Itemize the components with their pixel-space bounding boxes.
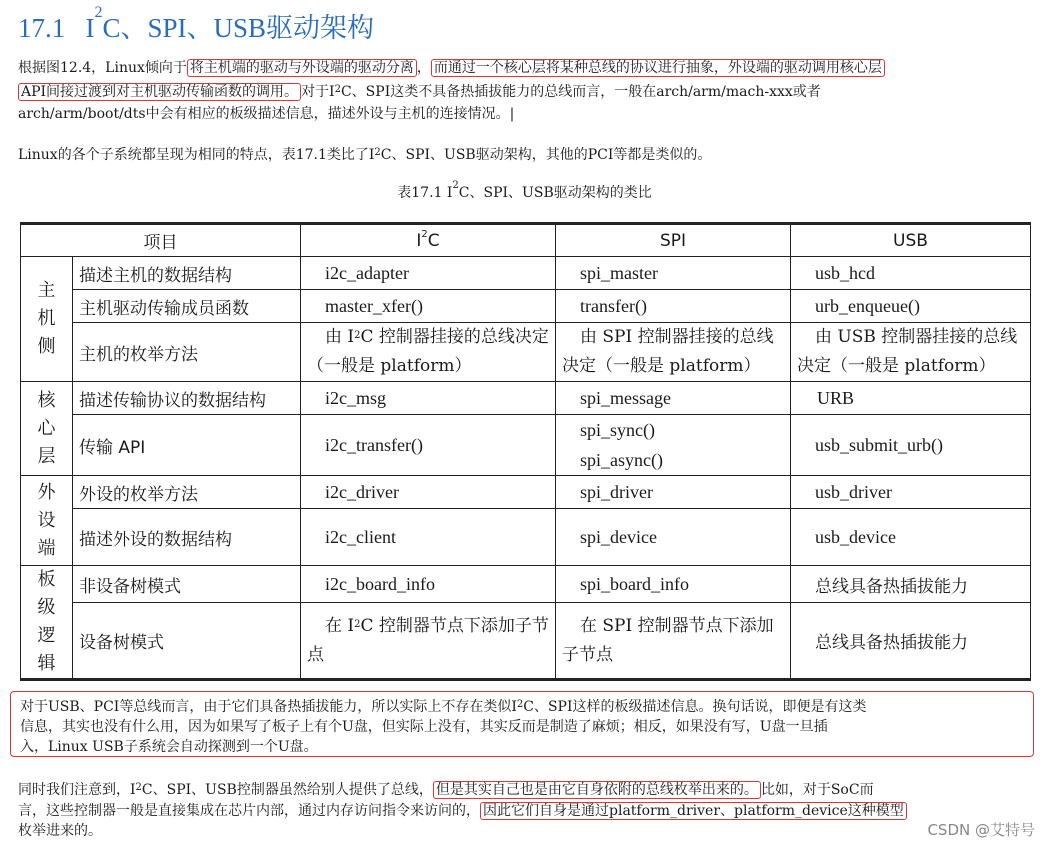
highlight-api: API间接过渡到对主机驱动传输函数的调用。 (18, 83, 301, 101)
highlight-separation: 将主机端的驱动与外设端的驱动分离 (187, 59, 417, 77)
table-row: 描述外设的数据结构 i2c_client spi_device usb_device (21, 509, 1031, 566)
table-row: 板 级 逻 辑 非设备树模式 i2c_board_info spi_board_info 总线具备热插拔能力 (21, 566, 1031, 603)
table-row: 主机驱动传输成员函数 master_xfer() transfer() urb_enqueue() (21, 290, 1031, 323)
para4-line1: 同时我们注意到，$I^2C$、SPI、USB控制器虽然给别人提供了总线， 但是其实自己也是由它自身依附的总线枚举出来的。 比如，对于SoC而 (18, 782, 874, 798)
group-host: 主 机 侧 (21, 257, 73, 382)
table-row: 核 心 层 描述传输协议的数据结构 i2c_msg spi_message URB (21, 382, 1031, 415)
table-row: 主 机 侧 描述主机的数据结构 i2c_adapter spi_master usb_hcd (21, 257, 1031, 290)
group-device: 外 设 端 (21, 476, 73, 566)
highlight-self-enumerated: 但是其实自己也是由它自身依附的总线枚举出来的。 (433, 781, 761, 799)
para1-line2: API间接过渡到对主机驱动传输函数的调用。 对于$I^2C$、SPI这类不具备热插拔能力的总线而言，一般在arch/arm/mach-xxx或者 (18, 80, 821, 104)
para3-line2: 信息，其实也没有什么用，因为如果写了板子上有个U盘，但实际上没有，其实反而是制造了麻烦；相反，如果没有写，U盘一旦插 (20, 719, 828, 735)
table-row: 主机的枚举方法 由 $I^2C$ 控制器挂接的总线决定（一般是 platform） 由 SPI 控制器挂接的总线决定（一般是 platform） 由 USB 控制器挂接的总线决定（一般是 platform） (21, 323, 1031, 382)
para4-line2: 言，这些控制器一般是直接集成在芯片内部，通过内存访问指令来访问的， 因此它们自身是通过platform_driver、platform_device这种模型 (18, 799, 907, 823)
table-row: 传输 API i2c_transfer() spi_sync() spi_async() usb_submit_urb() (21, 415, 1031, 476)
highlight-platform-model: 因此它们自身是通过platform_driver、platform_device这种模型 (480, 802, 907, 820)
para2: Linux的各个子系统都呈现为相同的特点，表17.1类比了$I^2C$、SPI、USB驱动架构，其他的PCI等都是类似的。 (18, 147, 712, 163)
para1-line1: 根据图12.4，Linux倾向于 将主机端的驱动与外设端的驱动分离 ， 而通过一个核心层将某种总线的协议进行抽象，外设端的驱动调用核心层 (18, 56, 885, 80)
header-spi: SPI (556, 224, 791, 257)
table-row: 设备树模式 在 $I^2C$ 控制器节点下添加子节点 在 SPI 控制器节点下添加子节点 总线具备热插拔能力 (21, 603, 1031, 680)
para3-line1: 对于USB、PCI等总线而言，由于它们具备热插拔能力，所以实际上不存在类似$I^2C$、SPI这样的板级描述信息。换句话说，即便是有这类 (20, 699, 867, 715)
section-number: 17.1 (18, 13, 66, 43)
group-core: 核 心 层 (21, 382, 73, 476)
header-usb: USB (791, 224, 1031, 257)
csdn-watermark: CSDN @艾特号 (927, 821, 1035, 839)
header-item: 项目 (21, 224, 301, 257)
highlight-core-layer: 而通过一个核心层将某种总线的协议进行抽象，外设端的驱动调用核心层 (431, 59, 885, 77)
table-caption: 表17.1 $I^2C$、SPI、USB驱动架构的类比 (397, 180, 652, 201)
group-board: 板 级 逻 辑 (21, 566, 73, 680)
para1-line3: arch/arm/boot/dts中会有相应的板级描述信息，描述外设与主机的连接情况。| (18, 106, 515, 122)
section-heading: 17.1 $I^2C$、SPI、USB驱动架构 (18, 4, 375, 43)
para4-line3: 枚举进来的。 (18, 823, 102, 839)
table-row: 外 设 端 外设的枚举方法 i2c_driver spi_driver usb_driver (21, 476, 1031, 509)
driver-architecture-table (20, 222, 1031, 681)
header-i2c: $I^2C$ (301, 224, 556, 257)
para3-line3: 入，Linux USB子系统会自动探测到一个U盘。 (20, 739, 318, 755)
table-header-row (21, 224, 1031, 257)
